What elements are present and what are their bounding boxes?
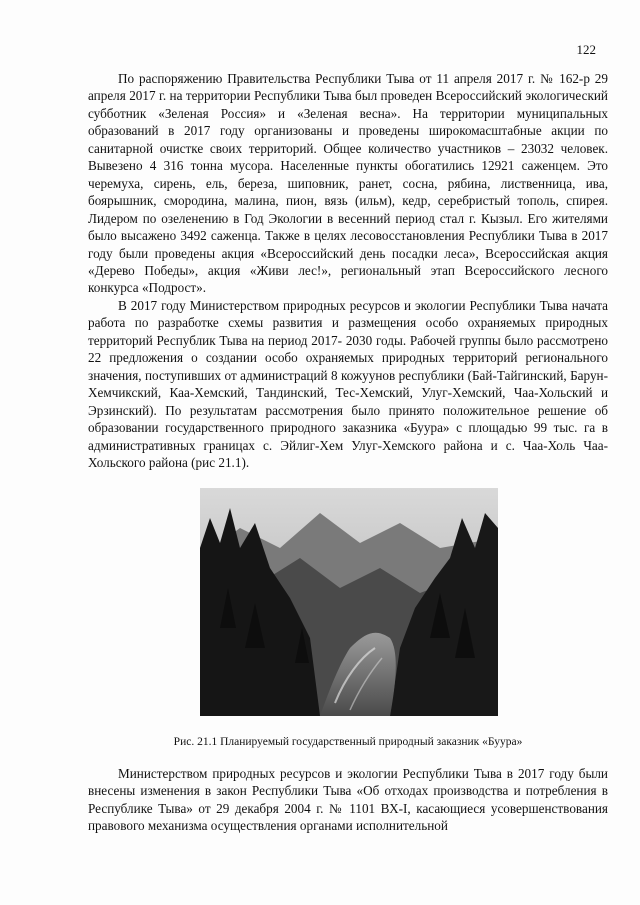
- page-number: 122: [576, 42, 596, 57]
- paragraph-1: По распоряжению Правительства Республики Тыва от 11 апреля 2017 г. № 162-р 29 апреля 2017 г. на территории Республики Тыва был проведен Всероссийский экологический субботник «Зеленая Россия» и «Зеленая весна». На территории муниципальных образований в 2017 году организованы и проведены широкомасштабные акции по санитарной очистке своих территорий. Общее количество участников – 23032 человек. Вывезено 4 316 тонна мусора. Населенные пункты обогатились 12921 саженцем. Это черемуха, сирень, ель, береза, шиповник, ранет, сосна, рябина, лиственница, ива, боярышник, смородина, малина, пион, вязь (ильм), кедр, серебристый тополь, спирея. Лидером по озеленению в Год Экологии в весенний период стал г. Кызыл. Его жителями было высажено 3492 саженца. Также в целях лесовосстановления Республики Тыва в 2017 году были проведены акция «Всероссийский день посадки леса», Всероссийская акция «Дерево Победы», акция «Живи лес!», региональный этап Всероссийского лесного конкурса «Подрост».: [88, 71, 608, 296]
- figure-caption: Рис. 21.1 Планируемый государственный природный заказник «Буура»: [173, 736, 523, 748]
- figure-photo: [200, 488, 498, 716]
- paragraph-2: В 2017 году Министерством природных ресурсов и экологии Республики Тыва начата работа по разработке схемы развития и размещения особо охраняемых природных территорий Республик Тыва на период 2017- 2030 годы. Рабочей группы было рассмотрено 22 предложения о создании особо охраняемых природных территорий регионального значения, поступивших от администраций 8 кожуунов республики (Бай-Тайгинский, Барун-Хемчикский, Каа-Хемский, Тандинский, Тес-Хемский, Улуг-Хемский, Чаа-Хольский и Эрзинский). По результатам рассмотрения было принято положительное решение об образовании государственного природного заказника «Буура» с площадью 99 тыс. га в административных границах с. Эйлиг-Хем Улуг-Хемского района и с. Чаа-Холь Чаа-Хольского района (рис 21.1).: [88, 297, 608, 470]
- paragraph-3: Министерством природных ресурсов и экологии Республики Тыва в 2017 году были внесены изменения в закон Республики Тыва «Об отходах производства и потребления в Республике Тыва» от 29 декабря 2004 г. № 1101 ВХ-I, касающиеся усовершенствования правового механизма осуществления органами исполнительной: [88, 766, 608, 834]
- river-valley-photo: [200, 488, 498, 716]
- body-text-bottom: [88, 765, 608, 835]
- body-text-top: [88, 70, 608, 471]
